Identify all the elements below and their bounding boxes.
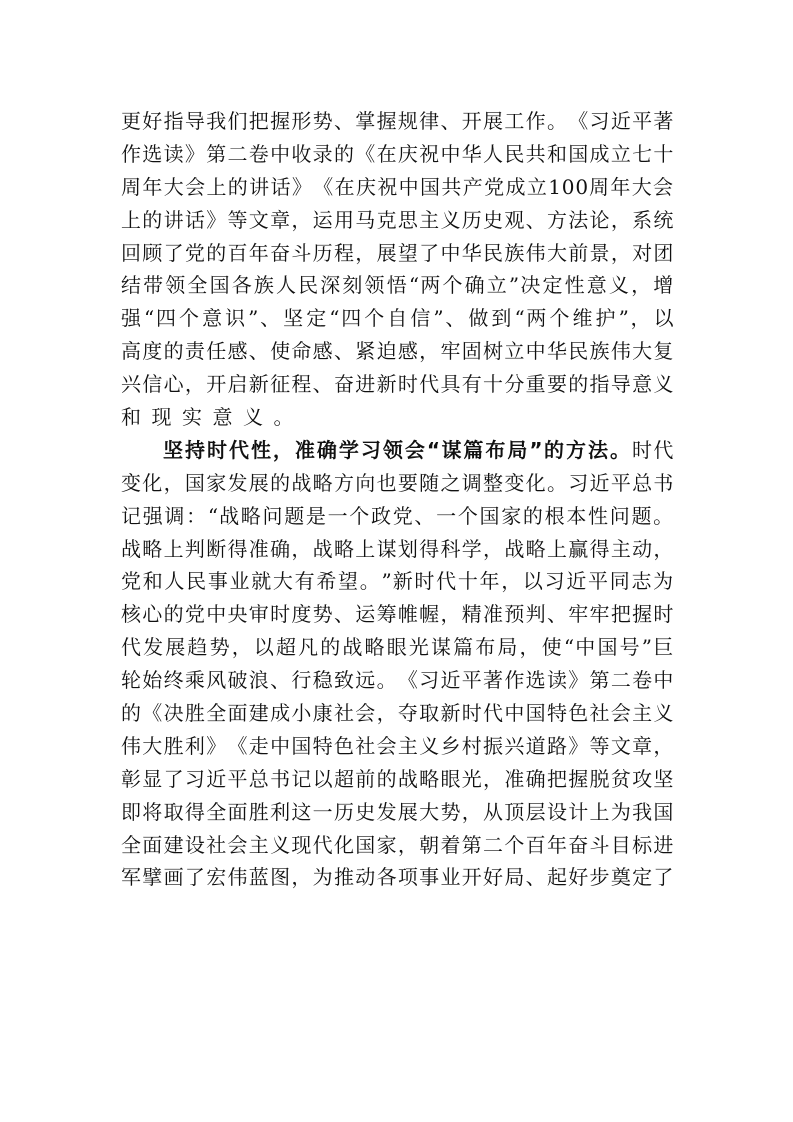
text-line: 作 选 读 》 第 二 卷 中 收 录 的 《 在 庆 祝 中 华 人 民 共 和 国 成 立 七 十: [121, 141, 674, 166]
paragraph-2: [121, 434, 673, 894]
text-line: 回 顾 了 党 的 百 年 奋 斗 历 程 ， 展 望 了 中 华 民 族 伟 大 前 景 ， 对 团: [121, 240, 674, 265]
text-line: 变 化 ， 国 家 发 展 的 战 略 方 向 也 要 随 之 调 整 变 化 。 习 近 平 总 书: [121, 470, 674, 495]
text-line: 即 将 取 得 全 面 胜 利 这 一 历 史 发 展 大 势 ， 从 顶 层 设 计 上 为 我 国: [121, 799, 674, 824]
text-line: 的 《 决 胜 全 面 建 成 小 康 社 会 ， 夺 取 新 时 代 中 国 特 色 社 会 主 义: [121, 701, 674, 726]
text-line: 更 好 指 导 我 们 把 握 形 势 、 掌 握 规 律 、 开 展 工 作 。 《 习 近 平 著: [121, 109, 674, 133]
paragraph-heading: 坚 持 时 代 性 ， 准 确 学 习 领 会 “ 谋 篇 布 局 ” 的 方 法 。: [163, 437, 631, 462]
paragraph-heading-line: [121, 434, 673, 467]
text-line: 兴 信 心 ， 开 启 新 征 程 、 奋 进 新 时 代 具 有 十 分 重 要 的 指 导 意 义: [121, 372, 674, 397]
text-line: 代 发 展 趋 势 ， 以 超 凡 的 战 略 眼 光 谋 篇 布 局 ， 使 “ 中 国 号 ” 巨: [121, 635, 674, 660]
text-line: 彰 显 了 习 近 平 总 书 记 以 超 前 的 战 略 眼 光 ， 准 确 把 握 脱 贫 攻 坚: [121, 766, 674, 791]
heading-line-tail: 时 代: [631, 437, 674, 462]
text-line: 军 擘 画 了 宏 伟 蓝 图 ， 为 推 动 各 项 事 业 开 好 局 、 起 好 步 奠 定 了: [121, 865, 674, 890]
text-line: 核 心 的 党 中 央 审 时 度 势 、 运 筹 帷 幄 ， 精 准 预 判 、 牢 牢 把 握 时: [121, 602, 674, 627]
text-line: 党 和 人 民 事 业 就 大 有 希 望 。 ” 新 时 代 十 年 ， 以 习 近 平 同 志 为: [121, 569, 674, 594]
text-line: 强 “ 四 个 意 识 ” 、 坚 定 “ 四 个 自 信 ” 、 做 到 “ 两 个 维 护 ” ， 以: [121, 306, 674, 331]
text-line: 记 强 调 ： “ 战 略 问 题 是 一 个 政 党 、 一 个 国 家 的 根 本 性 问 题 。: [121, 503, 674, 528]
text-line: 全 面 建 设 社 会 主 义 现 代 化 国 家 ， 朝 着 第 二 个 百 年 奋 斗 目 标 进: [121, 832, 674, 857]
text-line: 上 的 讲 话 》 等 文 章 ， 运 用 马 克 思 主 义 历 史 观 、 方 法 论 ， 系 统: [121, 207, 674, 232]
text-line: 周 年 大 会 上 的 讲 话 》 《 在 庆 祝 中 国 共 产 党 成 立 1 0 0 周 年 大 会: [121, 174, 674, 199]
text-line: 结 带 领 全 国 各 族 人 民 深 刻 领 悟 “ 两 个 确 立 ” 决 定 性 意 义 ， 增: [121, 273, 674, 298]
text-line: 高 度 的 责 任 感 、 使 命 感 、 紧 迫 感 ， 牢 固 树 立 中 华 民 族 伟 大 复: [121, 339, 674, 364]
text-line: 和现实意义。: [121, 405, 304, 430]
document-body: [121, 105, 673, 894]
text-line: 战 略 上 判 断 得 准 确 ， 战 略 上 谋 划 得 科 学 ， 战 略 上 赢 得 主 动 ，: [121, 536, 674, 561]
text-line: 伟 大 胜 利 》 《 走 中 国 特 色 社 会 主 义 乡 村 振 兴 道 路 》 等 文 章 ，: [121, 733, 674, 758]
paragraph-1: [121, 105, 673, 434]
text-line: 轮 始 终 乘 风 破 浪 、 行 稳 致 远 。 《 习 近 平 著 作 选 读 》 第 二 卷 中: [121, 668, 674, 693]
